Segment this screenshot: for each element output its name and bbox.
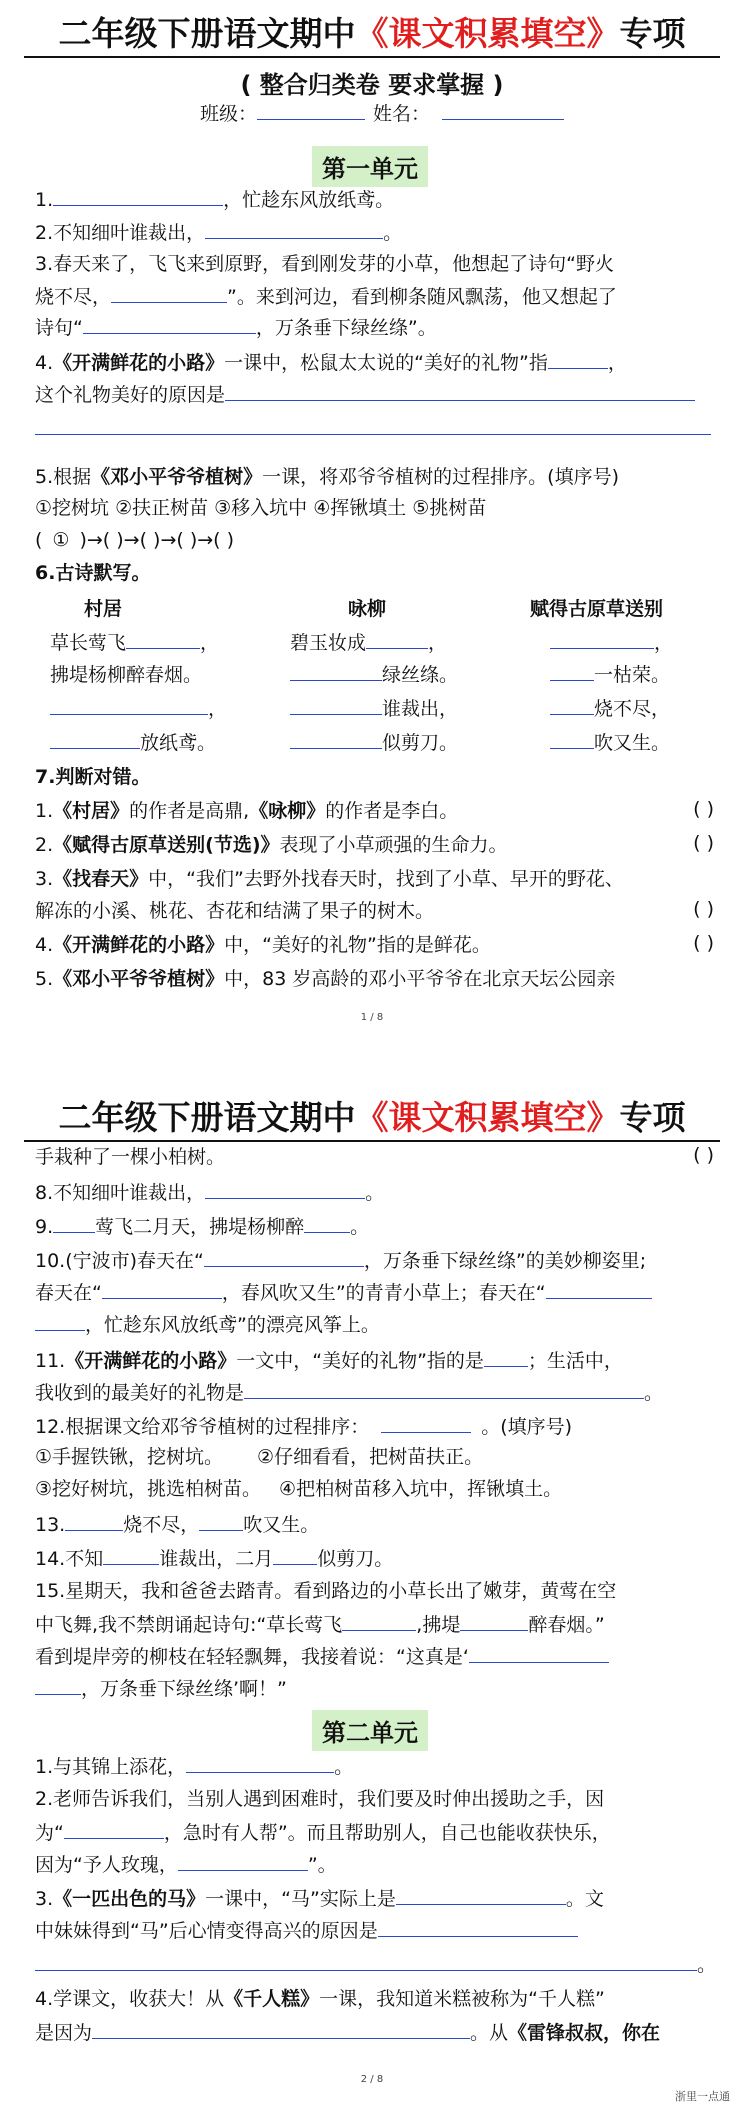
poem-title-1-text: 村居 [84,598,123,620]
q1-text: ，忙趁东风放纸鸢。 [223,189,395,211]
u2q3-text-b: 。文 [565,1888,604,1910]
j4-text: 中，“美好的礼物”指的是鲜花。 [224,934,491,956]
poem1-line2: 拂堤杨柳醉春烟。 [50,664,203,686]
q8-text: 8.不知细叶谁裁出， [35,1182,206,1204]
q15-blank-3[interactable] [469,1642,609,1663]
poem3-blank1[interactable] [550,628,654,649]
q13-num: 13. [35,1514,66,1536]
poem3-text1: ， [654,632,674,654]
poem3-blank4[interactable] [550,728,594,749]
poem1-line1 [50,628,219,655]
u2q4-lesson-b: 《雷锋叔叔，你在 [508,2022,661,2044]
u2q1-blank[interactable] [186,1752,334,1773]
j4-num: 4. [35,934,54,956]
q11-end: 。 [644,1382,664,1404]
poem-title-3-text: 赋得古原草送别 [530,598,664,620]
q5-num: 5.根据 [35,466,92,488]
u2q2-blank-1[interactable] [64,1818,164,1839]
q13-blank-2[interactable] [199,1510,243,1531]
judge-4 [35,932,491,958]
q11-text-c: 我收到的最美好的礼物是 [35,1382,245,1404]
u2q2-blank-2[interactable] [178,1850,308,1871]
q13-text-b: 吹又生。 [243,1514,320,1536]
judge-3-answer[interactable]: ( ) [693,898,714,920]
q9-blank-1[interactable] [53,1212,95,1233]
q15-blank-2[interactable] [460,1610,528,1631]
document-title: 二年级下册语文期中《课文积累填空》专项 [58,14,686,53]
poem2-text4: 似剪刀。 [382,732,459,754]
u2q3-text: 一课中，“马”实际上是 [205,1888,396,1910]
q10-text-c: 春天在“ [35,1282,102,1304]
q14 [35,1544,393,1572]
poem1-text4: 放纸鸢。 [140,732,217,754]
u2q2-text-a: 为“ [35,1822,64,1844]
poem2-comma1: ， [428,632,448,654]
q10-line2 [35,1278,652,1306]
u2q3-text-c: 中妹妹得到“马”后心情变得高兴的原因是 [35,1920,378,1942]
u2q2-text-d: ”。 [307,1854,337,1876]
j1-lesson-a: 《村居》 [53,800,130,822]
q11-blank-1[interactable] [484,1346,528,1367]
q11-text: 一文中，“美好的礼物”指的是 [236,1350,484,1372]
q12-step4: ④把柏树苗移入坑中，挥锹填土。 [279,1478,563,1500]
q12-step2: ②仔细看看，把树苗扶正。 [257,1446,484,1468]
poem2-line3 [290,694,458,721]
j5-text: 中，83 岁高龄的邓小平爷爷在北京天坛公园亲 [224,968,616,990]
j5-lesson: 《邓小平爷爷植树》 [53,968,225,990]
q14-blank-1[interactable] [103,1544,159,1565]
u2q3-end: 。 [697,1954,717,1976]
brand-footer: 浙里一点通 [675,2090,730,2103]
q13-blank-1[interactable] [65,1510,123,1531]
q14-text-a: 14.不知 [35,1548,104,1570]
q4-lesson: 《开满鲜花的小路》 [53,352,225,374]
page-number-2: 2 / 8 [360,2074,384,2085]
title-underline [24,56,720,58]
judge-1-answer[interactable]: ( ) [693,798,714,820]
u2q1-end: 。 [334,1756,354,1778]
q14-text-b: 谁裁出，二月 [159,1548,274,1570]
q10-text-e: ，忙趁东风放纸鸢”的漂亮风筝上。 [85,1314,380,1336]
q9 [35,1212,369,1240]
q15-text-e: ，万条垂下绿丝绦’啊！” [81,1678,287,1700]
q5-answer [35,527,234,553]
document-title-2: 二年级下册语文期中《课文积累填空》专项 [58,1098,686,1137]
poem3-line3 [550,694,670,721]
u2-q1 [35,1752,353,1780]
q3-blank-2[interactable] [83,313,256,334]
judge-2 [35,832,508,858]
u2q4-text-c: 是因为 [35,2022,93,2044]
q14-blank-2[interactable] [273,1544,317,1565]
q11-blank-2[interactable] [244,1378,644,1399]
u2q4-lesson: 《千人糕》 [224,1988,320,2010]
u2q3-num: 3. [35,1888,54,1910]
u2q4-blank[interactable] [92,2018,470,2039]
q15-text-b: ,拂堤 [416,1614,461,1636]
poem3-blank3[interactable] [550,694,594,715]
q5-lesson: 《邓小平爷爷植树》 [91,466,263,488]
q9-text: 莺飞二月天，拂堤杨柳醉 [95,1216,305,1238]
poem2-blank2[interactable] [290,660,382,681]
q10-blank-4[interactable] [35,1310,85,1331]
q1 [35,185,394,213]
u2q2-text-c: 因为“予人玫瑰， [35,1854,178,1876]
class-name-row [200,99,564,127]
poem3-line1 [550,628,673,655]
u2-q3-line1 [35,1884,604,1912]
poem2-blank1[interactable] [366,628,428,649]
q2-blank[interactable] [205,218,383,239]
q8-end: 。 [365,1182,385,1204]
u2q1-text: 1.与其锦上添花， [35,1756,187,1778]
q3-blank-1[interactable] [111,282,227,303]
q5-text: 一课，将邓爷爷植树的过程排序。(填序号) [262,466,619,488]
q4-num: 4. [35,352,54,374]
unit-2-heading: 第二单元 [312,1710,428,1751]
j3-num: 3. [35,868,54,890]
poem1-comma1: ， [200,632,220,654]
poem1-blank1[interactable] [126,628,200,649]
poem2-blank4[interactable] [290,728,382,749]
class-label: 班级： [200,103,258,125]
q12-text: 12.根据课文给邓爷爷植树的过程排序： [35,1416,370,1438]
q12-line3 [35,1476,562,1502]
page-2 [0,1062,744,2104]
q10-blank-3[interactable] [546,1278,652,1299]
q10-text-d: ，春风吹又生”的青青小草上；春天在“ [221,1282,546,1304]
q15-line1: 15.星期天，我和爸爸去踏青。看到路边的小草长出了嫩芽，黄莺在空 [35,1580,617,1602]
u2q4-text-d: 。从 [470,2022,509,2044]
j1-lesson-b: 《咏柳》 [249,800,326,822]
q5-options: ①挖树坑 ②扶正树苗 ③移入坑中 ④挥锹填土 ⑤挑树苗 [35,497,487,519]
q15-line4 [35,1674,287,1702]
poem1-text3: ， [208,698,228,720]
unit-1-heading: 第一单元 [312,146,428,187]
u2q4-text: 4.学课文，收获大！从 [35,1988,225,2010]
poem3-text2: 一枯荣。 [594,664,671,686]
q1-num: 1. [35,189,54,211]
name-label: 姓名： [373,103,431,125]
q10-text-a: 10.(宁波市)春天在“ [35,1250,204,1272]
poem-title-3 [530,594,663,621]
q3-text-b: ”。来到河边，看到柳条随风飘荡，他又想起了 [227,286,617,308]
q15-line3 [35,1642,609,1670]
q3-text-c: 诗句“ [35,317,83,339]
q11-line1 [35,1346,623,1374]
j2-text: 表现了小草顽强的生命力。 [279,834,508,856]
q8-blank[interactable] [205,1178,365,1199]
q12-line2 [35,1444,483,1470]
u2-q2-line3 [35,1850,337,1878]
judge-5 [35,966,615,992]
q15-text-c: 醉春烟。” [528,1614,605,1636]
q15-text-d: 看到堤岸旁的柳枝在轻轻飘舞，我接着说：“这真是‘ [35,1646,469,1668]
poem3-blank2[interactable] [550,660,594,681]
q1-blank[interactable] [53,185,223,206]
q6-heading: 6.古诗默写。 [35,562,151,584]
q4-text: 一课中，松鼠太太说的“美好的礼物”指 [224,352,548,374]
q5-first-answer: ① [52,529,70,551]
q3-text-a: 烧不尽， [35,286,112,308]
q6 [35,560,150,586]
j1-text-b: 的作者是李白。 [325,800,459,822]
poem2-text2: 绿丝绦。 [382,664,459,686]
u2-q4-line1 [35,1986,605,2012]
poem-title-2 [348,594,386,621]
u2-q3-line2 [35,1916,578,1944]
q12-step1: ①手握铁锹，挖树坑。 [35,1446,224,1468]
q4-line2 [35,380,695,408]
poem2-text1: 碧玉妆成 [290,632,367,654]
poem2-line2 [290,660,458,687]
poem3-text4: 吹又生。 [594,732,671,754]
q2 [35,218,402,246]
q15-line2 [35,1610,605,1638]
q14-text-c: 似剪刀。 [317,1548,394,1570]
poem2-blank3[interactable] [290,694,382,715]
q2-end: 。 [383,222,403,244]
poem-title-1 [84,594,122,621]
q12-step3: ③挖好树坑，挑选柏树苗。 [35,1478,262,1500]
q11-lesson: 《开满鲜花的小路》 [65,1350,237,1372]
q9-num: 9. [35,1216,54,1238]
q3-line3 [35,313,437,341]
poem1-text1: 草长莺飞 [50,632,127,654]
q4-blank-1[interactable] [548,348,608,369]
q10-line3 [35,1310,380,1338]
q4-comma: ， [607,352,627,374]
q5-open: ( [35,529,43,551]
q4-blank-2[interactable] [225,380,695,401]
poem3-line4 [550,728,670,755]
q9-end: 。 [350,1216,370,1238]
j2-lesson: 《赋得古原草送别(节选)》 [53,834,280,856]
page-gap [0,1040,744,1062]
q4-line1 [35,348,627,376]
u2q4-text-b: 一课，我知道米糕被称为“千人糕” [319,1988,605,2010]
q3-line2 [35,282,617,310]
page-1 [0,0,744,1040]
j2-num: 2. [35,834,54,856]
u2q3-blank-2[interactable] [378,1916,578,1937]
q10-line1 [35,1246,646,1274]
u2q3-blank-3[interactable] [35,1950,697,1971]
u2q3-blank-1[interactable] [396,1884,566,1905]
q11-line2 [35,1378,663,1406]
poem3-line2 [550,660,670,687]
judge-3-line2: 解冻的小溪、桃花、杏花和结满了果子的树木。 [35,900,435,922]
judge-3 [35,866,624,892]
u2-q2-line1: 2.老师告诉我们，当别人遇到困难时，我们要及时伸出援助之手，因 [35,1788,605,1810]
q7-heading: 7.判断对错。 [35,766,151,788]
q9-blank-2[interactable] [304,1212,350,1233]
poem1-line3 [50,694,227,721]
j5-num: 5. [35,968,54,990]
q12-blank[interactable] [381,1412,471,1433]
q7 [35,764,150,790]
q4-line3 [35,414,711,442]
poem2-text3: 谁裁出， [382,698,459,720]
q8 [35,1178,384,1206]
j3-lesson: 《找春天》 [53,868,149,890]
q2-text: 2.不知细叶谁裁出， [35,222,206,244]
q15-blank-4[interactable] [35,1674,81,1695]
u2-q4-line2 [35,2018,660,2046]
poem1-blank3[interactable] [50,694,208,715]
poem2-line4 [290,728,458,755]
q4-blank-3[interactable] [35,414,711,435]
u2-q3-line3 [35,1950,716,1978]
title-underline-2 [24,1140,720,1142]
q15-blank-1[interactable] [342,1610,416,1631]
q4-text-2: 这个礼物美好的原因是 [35,384,226,406]
judge-5-answer[interactable]: ( ) [693,1144,714,1166]
subtitle: ( 整合归类卷 要求掌握 ) [240,71,504,99]
p2-line1: 手栽种了一棵小柏树。 [35,1146,226,1168]
j4-lesson: 《开满鲜花的小路》 [53,934,225,956]
class-blank[interactable] [257,99,365,120]
q13-text-a: 烧不尽， [123,1514,200,1536]
poem3-text3: 烧不尽， [594,698,671,720]
q5-line1 [35,464,619,490]
judge-2-answer[interactable]: ( ) [693,832,714,854]
page-number-1: 1 / 8 [360,1012,384,1023]
judge-4-answer[interactable]: ( ) [693,932,714,954]
poem-title-2-text: 咏柳 [348,598,387,620]
j1-text-a: 的作者是高鼎, [129,800,250,822]
name-blank[interactable] [442,99,564,120]
q11-num: 11. [35,1350,66,1372]
u2q2-text-b: ，急时有人帮”。而且帮助别人，自己也能收获快乐， [163,1822,611,1844]
q3-text-d: ，万条垂下绿丝绦”。 [255,317,437,339]
j1-num: 1. [35,800,54,822]
poem2-line1 [290,628,447,655]
j3-text: 中，“我们”去野外找春天时，找到了小草、早开的野花、 [148,868,624,890]
q3-line1: 3.春天来了，飞飞来到原野，看到刚发芽的小草，他想起了诗句“野火 [35,253,614,275]
poem1-blank4[interactable] [50,728,140,749]
q12-hint: 。(填序号) [481,1416,573,1438]
judge-1 [35,798,458,824]
u2-q2-line2 [35,1818,611,1846]
q10-blank-2[interactable] [102,1278,222,1299]
poem1-line4 [50,728,216,755]
q15-text-a: 中飞舞,我不禁朗诵起诗句:“草长莺飞 [35,1614,343,1636]
q11-text-b: ；生活中， [527,1350,623,1372]
q10-text-b: ，万条垂下绿丝绦”的美妙柳姿里; [363,1250,647,1272]
u2q3-lesson: 《一匹出色的马》 [53,1888,206,1910]
q13 [35,1510,319,1538]
q12-line1 [35,1412,572,1440]
q10-blank-1[interactable] [204,1246,364,1267]
q5-answer-slots[interactable]: )→( )→( )→( )→( ) [79,529,235,551]
